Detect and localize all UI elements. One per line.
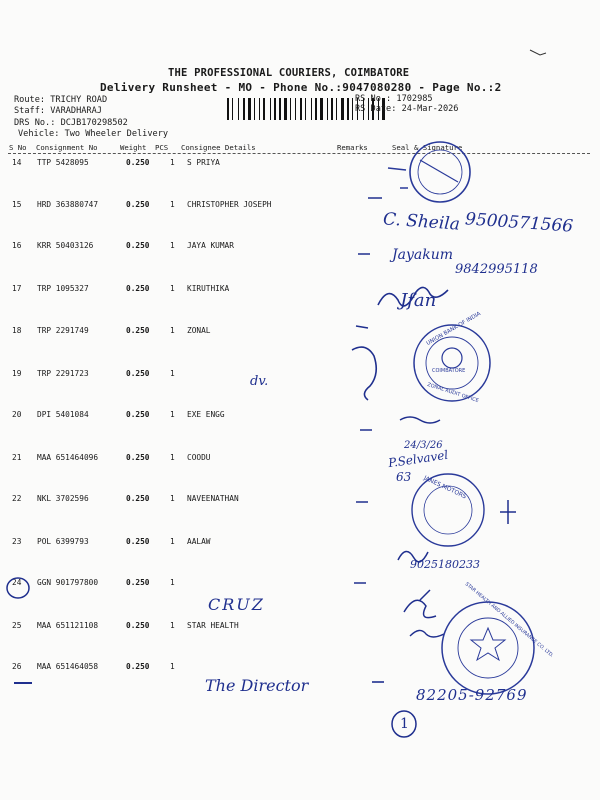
handwritten-sign-row19: dv. <box>250 374 269 389</box>
col-pcs: PCS <box>155 143 169 152</box>
row-weight: 0.250 <box>126 369 150 378</box>
row-pcs: 1 <box>170 326 175 335</box>
row-pcs: 1 <box>170 200 175 209</box>
row-sno: 19 <box>12 369 22 378</box>
row-consignment-no: DPI 5401084 <box>37 410 89 419</box>
vehicle-label: Vehicle: Two Wheeler Delivery <box>18 129 169 139</box>
row-weight: 0.250 <box>126 410 150 419</box>
stamp-text-bank-office: ZONAL AUDIT OFFICE <box>426 381 480 405</box>
row-pcs: 1 <box>170 284 175 293</box>
row-sno: 24 <box>12 578 22 587</box>
round-stamp-row14 <box>410 142 470 202</box>
row-consignee: STAR HEALTH <box>187 621 239 630</box>
row-sno: 14 <box>12 158 22 167</box>
col-sno: S No <box>9 143 27 152</box>
row-pcs: 1 <box>170 453 175 462</box>
row-sno: 26 <box>12 662 22 671</box>
stamp-text-bank: UNION BANK OF INDIA <box>425 311 482 347</box>
row-sno: 23 <box>12 537 22 546</box>
corner-mark <box>530 50 546 55</box>
handwritten-phone-row26: 82205-92769 <box>416 686 528 704</box>
row-consignment-no: TRP 1095327 <box>37 284 89 293</box>
stamp-text-bank-city: COIMBATORE <box>432 368 466 374</box>
row-weight: 0.250 <box>126 158 150 167</box>
row-sno: 15 <box>12 200 22 209</box>
row-consignee: KIRUTHIKA <box>187 284 230 293</box>
row-weight: 0.250 <box>126 578 150 587</box>
handwritten-phone-row16: 9842995118 <box>455 262 538 277</box>
row-weight: 0.250 <box>126 494 150 503</box>
handwritten-name-row21: P.Selvavel <box>387 447 449 471</box>
circled-sno-24 <box>7 578 29 598</box>
col-weight: Weight <box>120 143 147 152</box>
stamp-text-insurer: STAR HEALTH AND ALLIED INSURANCE CO. LTD. <box>463 582 555 659</box>
handwritten-page-mark: 1 <box>400 716 409 732</box>
runsheet-title: Delivery Runsheet - MO - Phone No.:9047080280 - Page No.:2 <box>100 81 502 94</box>
row-consignee: S PRIYA <box>187 158 220 167</box>
row-sno: 20 <box>12 410 22 419</box>
row-sno: 18 <box>12 326 22 335</box>
company-name: THE PROFESSIONAL COURIERS, COIMBATORE <box>168 67 410 79</box>
handwritten-name-row16: Jayakum <box>392 247 453 263</box>
handwritten-phone-row21: 63 <box>396 470 412 484</box>
row-sno: 22 <box>12 494 22 503</box>
row-consignment-no: KRR 50403126 <box>37 241 94 250</box>
row-consignment-no: HRD 363880747 <box>37 200 99 209</box>
row-weight: 0.250 <box>126 537 150 546</box>
star-health-stamp <box>442 602 534 694</box>
row-consignment-no: TRP 2291749 <box>37 326 89 335</box>
row-consignment-no: POL 6399793 <box>37 537 89 546</box>
row-weight: 0.250 <box>126 284 150 293</box>
row-pcs: 1 <box>170 494 175 503</box>
row-weight: 0.250 <box>126 326 150 335</box>
row-weight: 0.250 <box>126 241 150 250</box>
handwritten-name-row24: CRUZ <box>208 595 265 614</box>
handwritten-sign-row17: Jfan <box>400 290 437 311</box>
row-consignee: EXE ENGG <box>187 410 225 419</box>
row-consignment-no: NKL 3702596 <box>37 494 89 503</box>
row-weight: 0.250 <box>126 621 150 630</box>
row-consignee: NAVEENATHAN <box>187 494 239 503</box>
signature-row24 <box>404 590 436 618</box>
row-pcs: 1 <box>170 662 175 671</box>
row-weight: 0.250 <box>126 453 150 462</box>
route-label: Route: TRICHY ROAD <box>14 95 108 105</box>
row-consignee: ZONAL <box>187 326 211 335</box>
row-consignment-no: MAA 651464058 <box>37 662 99 671</box>
row-pcs: 1 <box>170 241 175 250</box>
row-pcs: 1 <box>170 621 175 630</box>
row-sno: 16 <box>12 241 22 250</box>
row-consignee: COODU <box>187 453 211 462</box>
drs-number: DRS No.: DCJB170298502 <box>14 118 128 128</box>
row-weight: 0.250 <box>126 662 150 671</box>
row-consignee: JAYA KUMAR <box>187 241 234 250</box>
handwritten-date-row20: 24/3/26 <box>404 440 443 451</box>
signature-row22 <box>500 500 516 524</box>
handwritten-name-row15: C. Sheila <box>382 209 461 235</box>
row-consignment-no: GGN 901797800 <box>37 578 99 587</box>
col-seal-signature: Seal & Signature <box>392 143 463 152</box>
row-weight: 0.250 <box>126 200 150 209</box>
staff-label: Staff: VARADHARAJ <box>14 106 102 116</box>
rs-date: RS Date: 24-Mar-2026 <box>355 104 459 114</box>
handwritten-phone-row15: 9500571566 <box>464 209 574 237</box>
row-sno: 17 <box>12 284 22 293</box>
rs-number: RS No.: 1702985 <box>355 94 433 104</box>
row-pcs: 1 <box>170 578 175 587</box>
row-consignment-no: MAA 651464096 <box>37 453 99 462</box>
handwritten-phone-row23: 9025180233 <box>410 558 480 571</box>
row-pcs: 1 <box>170 537 175 546</box>
handwritten-name-row26: The Director <box>205 676 309 695</box>
row-sno: 25 <box>12 621 22 630</box>
col-consignee: Consignee Details <box>181 143 256 152</box>
row-pcs: 1 <box>170 410 175 419</box>
remark-dashes <box>354 198 382 583</box>
stamp-text-motors: JANES MOTORS <box>422 474 468 501</box>
row-consignment-no: TRP 2291723 <box>37 369 89 378</box>
signature-row18 <box>352 347 376 400</box>
row-consignee: AALAW <box>187 537 211 546</box>
row-consignment-no: TTP 5428095 <box>37 158 89 167</box>
col-consignment: Consignment No <box>36 143 98 152</box>
row-pcs: 1 <box>170 158 175 167</box>
dash-mark <box>388 168 406 170</box>
col-remarks: Remarks <box>337 143 368 152</box>
row-consignee: CHRISTOPHER JOSEPH <box>187 200 272 209</box>
row-consignment-no: MAA 651121108 <box>37 621 99 630</box>
signature-row25 <box>410 630 444 637</box>
row-pcs: 1 <box>170 369 175 378</box>
row-sno: 21 <box>12 453 22 462</box>
signature-row20 <box>400 417 440 423</box>
